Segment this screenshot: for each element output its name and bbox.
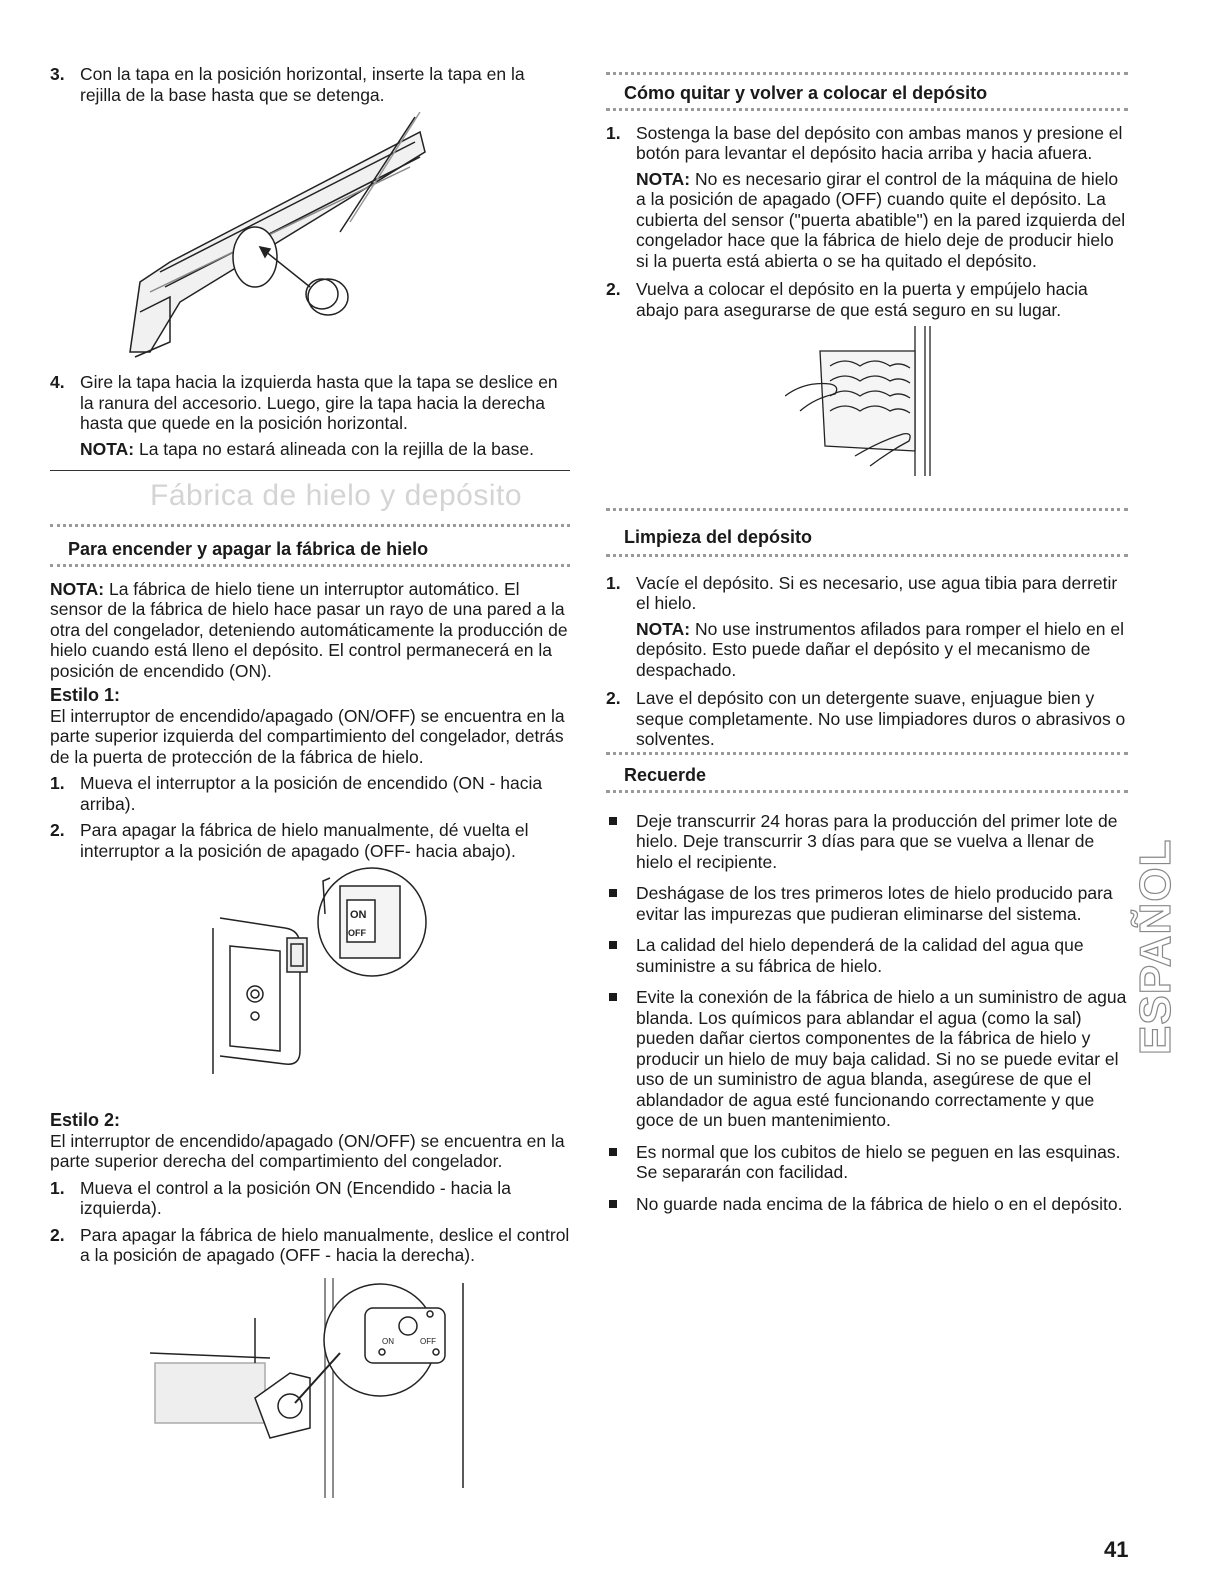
bullet-icon	[609, 889, 617, 897]
step-text: Para apagar la fábrica de hielo manualmente, dé vuelta el interruptor a la posición de apagado (OFF- hacia abajo).	[80, 820, 529, 861]
note-label: NOTA:	[50, 578, 105, 599]
step-text: Lave el depósito con un detergente suave, enjuague bien y seque completamente. No use limpiadores duros o abrasivos o solventes.	[636, 688, 1126, 749]
style-1-description: El interruptor de encendido/apagado (ON/OFF) se encuentra en la parte superior izquierda del compartimiento del congelador, detrás de la puerta de protección de la fábrica de hielo.	[50, 705, 565, 767]
section-title: Fábrica de hielo y depósito	[150, 479, 523, 512]
step-text: Gire la tapa hacia la izquierda hasta que la tapa se deslice en la ranura del accesorio. Luego, gire la tapa hacia la derecha hasta que quede en la posición horizontal.	[80, 372, 558, 433]
bullet-text: La calidad del hielo dependerá de la calidad del agua que suministre a su fábrica de hielo.	[636, 935, 1084, 976]
bin-section	[606, 72, 1128, 326]
bullet-icon	[609, 993, 617, 1001]
style-1-switch-illustration	[205, 866, 435, 1078]
step-text: Sostenga la base del depósito con ambas manos y presione el botón para levantar el depósito hacia arriba y hacia afuera.	[636, 122, 1123, 163]
step-text: Con la tapa en la posición horizontal, inserte la tapa en la rejilla de la base hasta que se detenga.	[80, 64, 525, 105]
list-item	[606, 935, 1128, 976]
remember-heading: Recuerde	[624, 765, 707, 785]
note-label: NOTA:	[80, 438, 135, 459]
step-text: Mueva el control a la posición ON (Encendido - hacia la izquierda).	[80, 1177, 511, 1218]
bullet-text: Deje transcurrir 24 horas para la producción del primer lote de hielo. Deje transcurrir 3 días para que se vuelva a llenar de hielo el recipiente.	[636, 810, 1118, 872]
step-number: 1.	[606, 572, 621, 593]
onoff-note	[50, 579, 570, 682]
note-text: No es necesario girar el control de la máquina de hielo a la posición de apagado (OFF) cuando quite el depósito. La cubierta del sensor ("puerta abatible") en la pared izquierda del congelador hace que la fábrica de hielo deje de producir hielo si la puerta está abierta o se ha quitado el depósito.	[636, 168, 1126, 271]
style-2-slider-illustration	[150, 1278, 480, 1500]
onoff-heading: Para encender y apagar la fábrica de hielo	[68, 539, 429, 559]
note-label: NOTA:	[636, 168, 691, 189]
style-2-description: El interruptor de encendido/apagado (ON/OFF) se encuentra en la parte superior derecha del compartimiento del congelador.	[50, 1130, 565, 1171]
slider-off-label: OFF	[420, 1337, 436, 1346]
heading-dotline-bottom	[606, 108, 1128, 111]
step-number: 4.	[50, 372, 65, 392]
bullet-text: Deshágase de los tres primeros lotes de hielo producido para evitar las impurezas que pudieran eliminarse del sistema.	[636, 883, 1113, 924]
step-number: 2.	[606, 279, 621, 299]
step-4	[50, 372, 570, 465]
step-text: Mueva el interruptor a la posición de encendido (ON - hacia arriba).	[80, 773, 543, 814]
page-number: 41	[1104, 1537, 1129, 1562]
note-text: La tapa no estará alineada con la rejilla de la base.	[138, 438, 534, 459]
step-text: Vuelva a colocar el depósito en la puerta y empújelo hacia abajo para asegurarse de que está seguro en su lugar.	[636, 279, 1088, 320]
style-2-title: Estilo 2:	[50, 1110, 121, 1130]
heading-dotline-bottom	[606, 790, 1128, 793]
note-text: La fábrica de hielo tiene un interruptor automático. El sensor de la fábrica de hielo hace pasar un rayo de una pared a la otra del congelador, deteniendo automáticamente la producción de hielo cuando está lleno el depósito. El control permanecerá en la posición de encendido (ON).	[50, 578, 568, 681]
step-number: 2.	[606, 688, 621, 708]
bin-note	[636, 169, 1128, 272]
list-item	[606, 1194, 1128, 1215]
bullet-icon	[609, 1148, 617, 1156]
step-number: 2.	[50, 1224, 65, 1245]
step-number: 3.	[50, 64, 65, 84]
step-text: Para apagar la fábrica de hielo manualmente, deslice el control a la posición de apagado (OFF - hacia la derecha).	[80, 1224, 570, 1265]
bullet-text: Es normal que los cubitos de hielo se peguen en las esquinas. Se separarán con facilidad.	[636, 1141, 1121, 1182]
list-item	[606, 987, 1128, 1131]
list-item	[606, 1142, 1128, 1183]
onoff-section	[50, 524, 570, 867]
bullet-icon	[609, 1200, 617, 1208]
note-label: NOTA:	[636, 618, 691, 639]
style-2-section	[50, 1108, 570, 1272]
bin-heading: Cómo quitar y volver a colocar el depósito	[624, 83, 988, 103]
language-side-tab	[1130, 810, 1186, 1060]
section-rule	[50, 470, 570, 471]
cap-insertion-illustration	[110, 112, 450, 362]
bullet-text: Evite la conexión de la fábrica de hielo a un suministro de agua blanda. Los químicos para ablandar el agua (como la sal) pueden dañar ciertos componentes de la fábrica de hielo y producir un hielo de muy baja calidad. Si no se puede evitar el uso de un suministro de agua blanda, asegúrese de que el ablandador de agua esté funcionando correctamente y que goce de un buen mantenimiento.	[636, 987, 1127, 1130]
heading-dotline-bottom	[606, 554, 1128, 557]
step-number: 1.	[50, 773, 65, 793]
list-item	[606, 811, 1128, 873]
bullet-text: No guarde nada encima de la fábrica de hielo o en el depósito.	[636, 1193, 1123, 1214]
step-text: Vacíe el depósito. Si es necesario, use agua tibia para derretir el hielo.	[636, 572, 1118, 613]
bullet-icon	[609, 941, 617, 949]
step-number: 1.	[606, 122, 621, 143]
heading-dotline-bottom	[50, 564, 570, 567]
step-number: 2.	[50, 820, 65, 840]
style-1-title: Estilo 1:	[50, 685, 121, 705]
slider-on-label: ON	[382, 1337, 394, 1346]
bullet-icon	[609, 817, 617, 825]
cleaning-note	[636, 619, 1128, 681]
cleaning-heading: Limpieza del depósito	[624, 527, 813, 547]
step-number: 1.	[50, 1177, 65, 1198]
cleaning-section	[606, 508, 1128, 756]
step-4-note	[80, 439, 570, 460]
bin-removal-illustration	[785, 326, 945, 476]
language-label: ESPAÑOL	[1131, 838, 1180, 1055]
switch-off-label: OFF	[348, 928, 366, 938]
list-item	[606, 883, 1128, 924]
switch-on-label: ON	[350, 909, 367, 921]
note-text: No use instrumentos afilados para romper el hielo en el depósito. Esto puede dañar el depósito y el mecanismo de despachado.	[636, 618, 1124, 680]
step-3	[50, 64, 570, 111]
remember-section	[606, 752, 1128, 1225]
